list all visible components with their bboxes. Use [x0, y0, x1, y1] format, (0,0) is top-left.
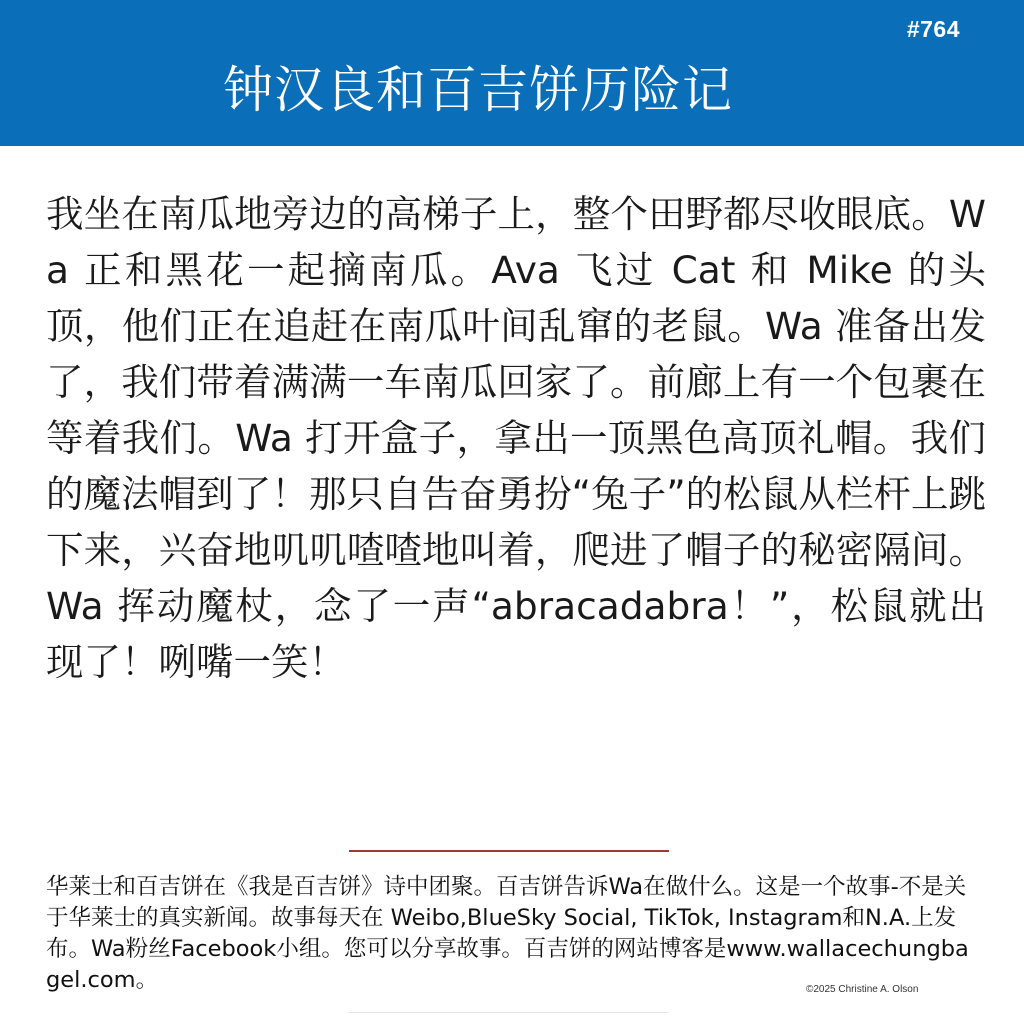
copyright: ©2025 Christine A. Olson: [806, 984, 919, 995]
episode-number: #764: [906, 16, 960, 42]
page-title: 钟汉良和百吉饼历险记: [223, 61, 733, 119]
header-banner: [0, 0, 1024, 146]
footer-note: 华莱士和百吉饼在《我是百吉饼》诗中团聚。百吉饼告诉Wa在做什么。这是一个故事-不是关于华莱士的真实新闻。故事每天在 Weibo,BlueSky Social, TikTok, Instagram和N.A.上发布。Wa粉丝Facebook小组。您可以分享故事。百吉饼的网站博客是www.wallacechungbagel.com。: [46, 874, 969, 993]
bottom-rule: [349, 1012, 669, 1013]
story-text: 我坐在南瓜地旁边的高梯子上，整个田野都尽收眼底。Wa 正和黑花一起摘南瓜。Ava 飞过 Cat 和 Mike 的头顶，他们正在追赶在南瓜叶间乱窜的老鼠。Wa 准备出发了，我们带着满满一车南瓜回家了。前廊上有一个包裹在等着我们。Wa 打开盒子，拿出一顶黑色高顶礼帽。我们的魔法帽到了！那只自告奋勇扮“兔子”的松鼠从栏杆上跳下来，兴奋地叽叽喳喳地叫着，爬进了帽子的秘密隔间。Wa 挥动魔杖，念了一声“abracadabra！”，松鼠就出现了！咧嘴一笑！: [46, 192, 986, 684]
footer-divider: [349, 850, 669, 852]
